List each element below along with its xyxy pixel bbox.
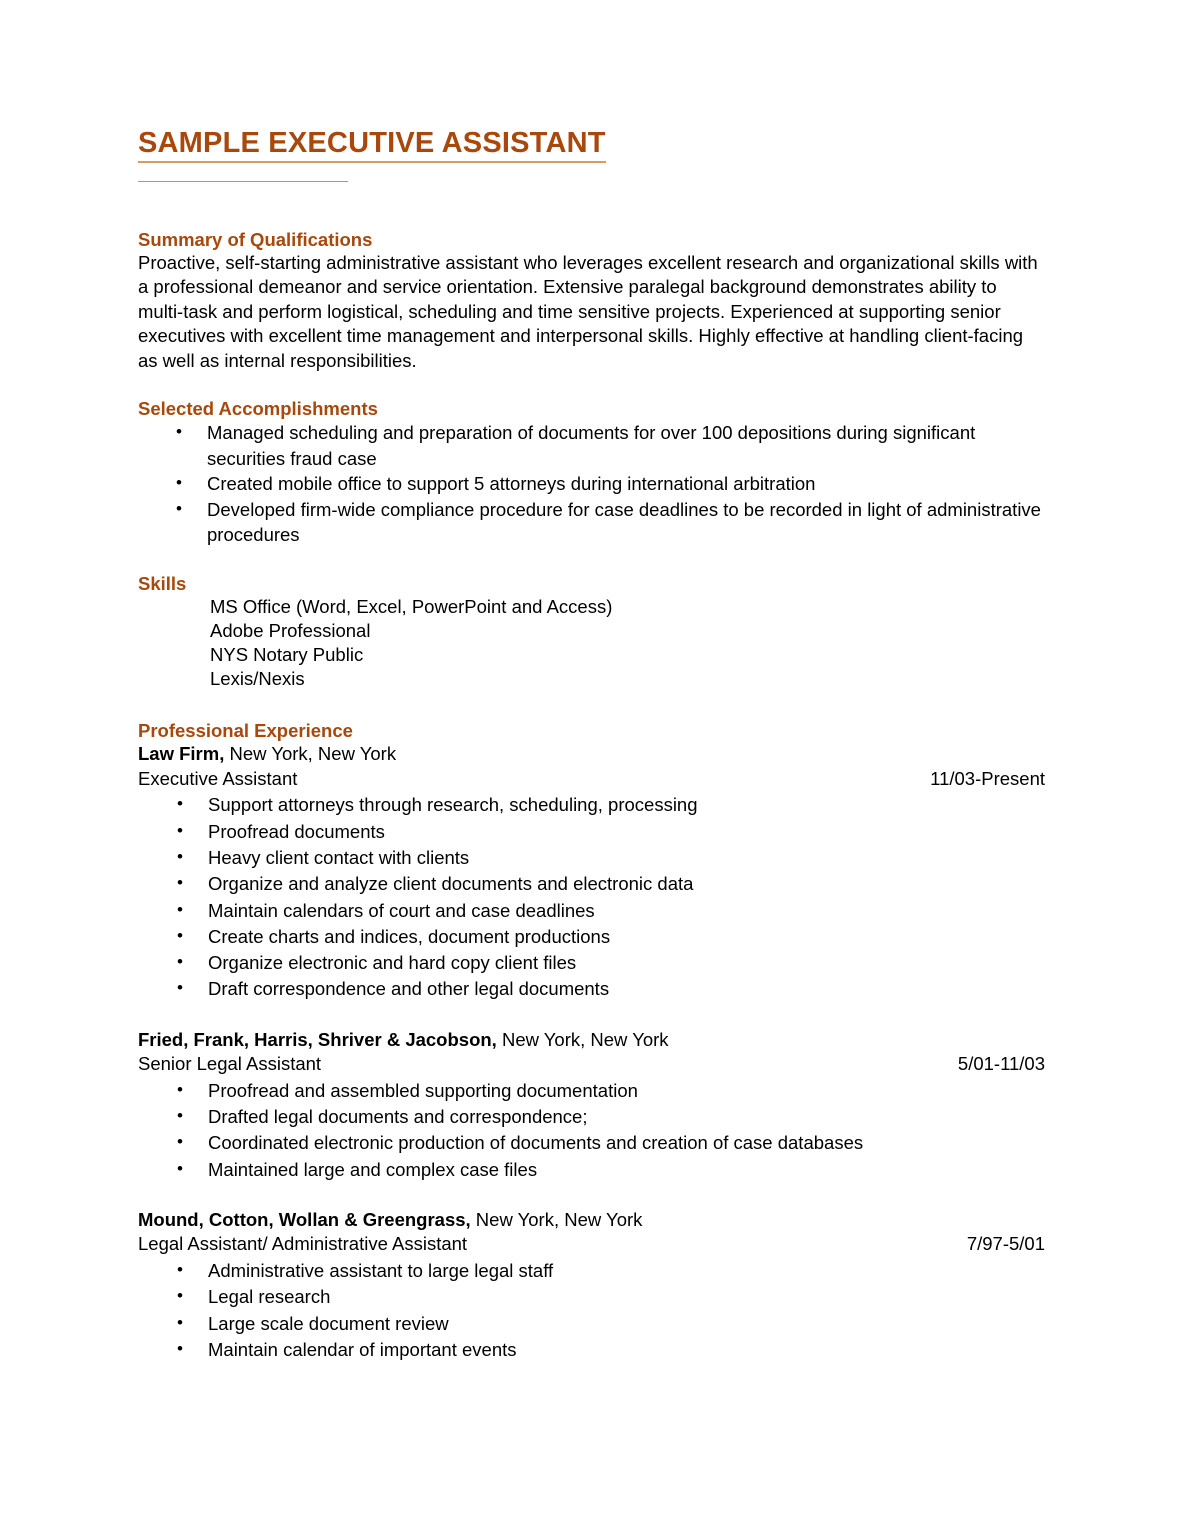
list-item: • Maintain calendars of court and case deadlines	[138, 898, 1045, 924]
experience-entry	[138, 1208, 1045, 1363]
list-item: • Large scale document review	[138, 1311, 1045, 1337]
job-dates: 5/01-11/03	[957, 1053, 1045, 1075]
section-heading-experience: Professional Experience	[138, 720, 353, 742]
list-item: NYS Notary Public	[210, 643, 364, 665]
job-company-line	[138, 742, 1045, 767]
list-item: • Draft correspondence and other legal documents	[138, 976, 1045, 1002]
list-item: • Coordinated electronic production of documents and creation of case databases	[138, 1130, 1045, 1156]
list-item: • Developed firm-wide compliance procedure for case deadlines to be recorded in light of administrative procedures	[138, 497, 1045, 548]
list-item: • Organize and analyze client documents and electronic data	[138, 871, 1045, 897]
section-experience	[138, 719, 1045, 1363]
list-item: MS Office (Word, Excel, PowerPoint and Access)	[210, 595, 613, 617]
experience-entry	[138, 1028, 1045, 1183]
company-location: New York, New York	[470, 1208, 643, 1230]
list-item: • Maintained large and complex case files	[138, 1157, 1045, 1183]
list-item: • Managed scheduling and preparation of documents for over 100 depositions during significant securities fraud case	[138, 420, 1045, 471]
section-heading-summary: Summary of Qualifications	[138, 229, 373, 250]
list-item: Lexis/Nexis	[210, 668, 305, 690]
section-heading-skills: Skills	[138, 572, 187, 594]
job-company-line	[138, 1208, 1045, 1233]
job-responsibilities-list	[138, 1258, 1045, 1363]
company-location: New York, New York	[224, 743, 397, 765]
list-item: • Heavy client contact with clients	[138, 845, 1045, 871]
resume-header	[138, 126, 1045, 182]
company-name: Mound, Cotton, Wollan & Greengrass,	[138, 1208, 471, 1230]
header-horizontal-rule	[138, 163, 1045, 164]
job-responsibilities-list	[138, 792, 1045, 1002]
list-item: • Organize electronic and hard copy client files	[138, 950, 1045, 976]
section-accomplishments	[138, 397, 1045, 548]
company-name: Law Firm,	[138, 743, 225, 765]
experience-entry	[138, 742, 1045, 1002]
list-item: Adobe Professional	[210, 619, 371, 641]
list-item: • Legal research	[138, 1284, 1045, 1310]
summary-paragraph: Proactive, self-starting administrative assistant who leverages excellent research and organizational skills with a professional demeanor and service orientation. Extensive paralegal background demonstrates ability to multi-task and perform logistical, scheduling and time sensitive projects. Experienced at supporting senior executives with excellent time management and interpersonal skills. Highly effective at handling client-facing as well as internal responsibilities.	[138, 252, 1038, 371]
section-summary	[138, 228, 1045, 373]
resume-content	[138, 126, 1045, 1363]
list-item: • Created mobile office to support 5 attorneys during international arbitration	[138, 471, 1045, 497]
job-dates: 7/97-5/01	[966, 1233, 1045, 1255]
list-item: • Support attorneys through research, scheduling, processing	[138, 792, 1045, 818]
job-title-row	[138, 1232, 1045, 1257]
job-title: Senior Legal Assistant	[138, 1053, 322, 1075]
job-title: Legal Assistant/ Administrative Assistant	[138, 1233, 468, 1255]
list-item: • Drafted legal documents and correspondence;	[138, 1104, 1045, 1130]
skills-list	[138, 595, 1045, 692]
accomplishments-list	[138, 420, 1045, 548]
company-location: New York, New York	[496, 1028, 669, 1050]
list-item: • Proofread documents	[138, 819, 1045, 845]
list-item: • Create charts and indices, document productions	[138, 924, 1045, 950]
job-responsibilities-list	[138, 1078, 1045, 1183]
page-title: SAMPLE EXECUTIVE ASSISTANT	[138, 126, 606, 163]
company-name: Fried, Frank, Harris, Shriver & Jacobson,	[138, 1028, 497, 1050]
name-row	[138, 126, 1045, 164]
section-skills	[138, 572, 1045, 692]
job-dates: 11/03-Present	[930, 767, 1045, 789]
section-heading-accomplishments: Selected Accomplishments	[138, 398, 378, 420]
contact-horizontal-rule	[138, 181, 348, 182]
job-title: Executive Assistant	[138, 767, 298, 789]
job-title-row	[138, 1052, 1045, 1077]
list-item: • Administrative assistant to large legal staff	[138, 1258, 1045, 1284]
job-company-line	[138, 1028, 1045, 1053]
job-title-row	[138, 767, 1045, 792]
list-item: • Maintain calendar of important events	[138, 1337, 1045, 1363]
list-item: • Proofread and assembled supporting documentation	[138, 1078, 1045, 1104]
